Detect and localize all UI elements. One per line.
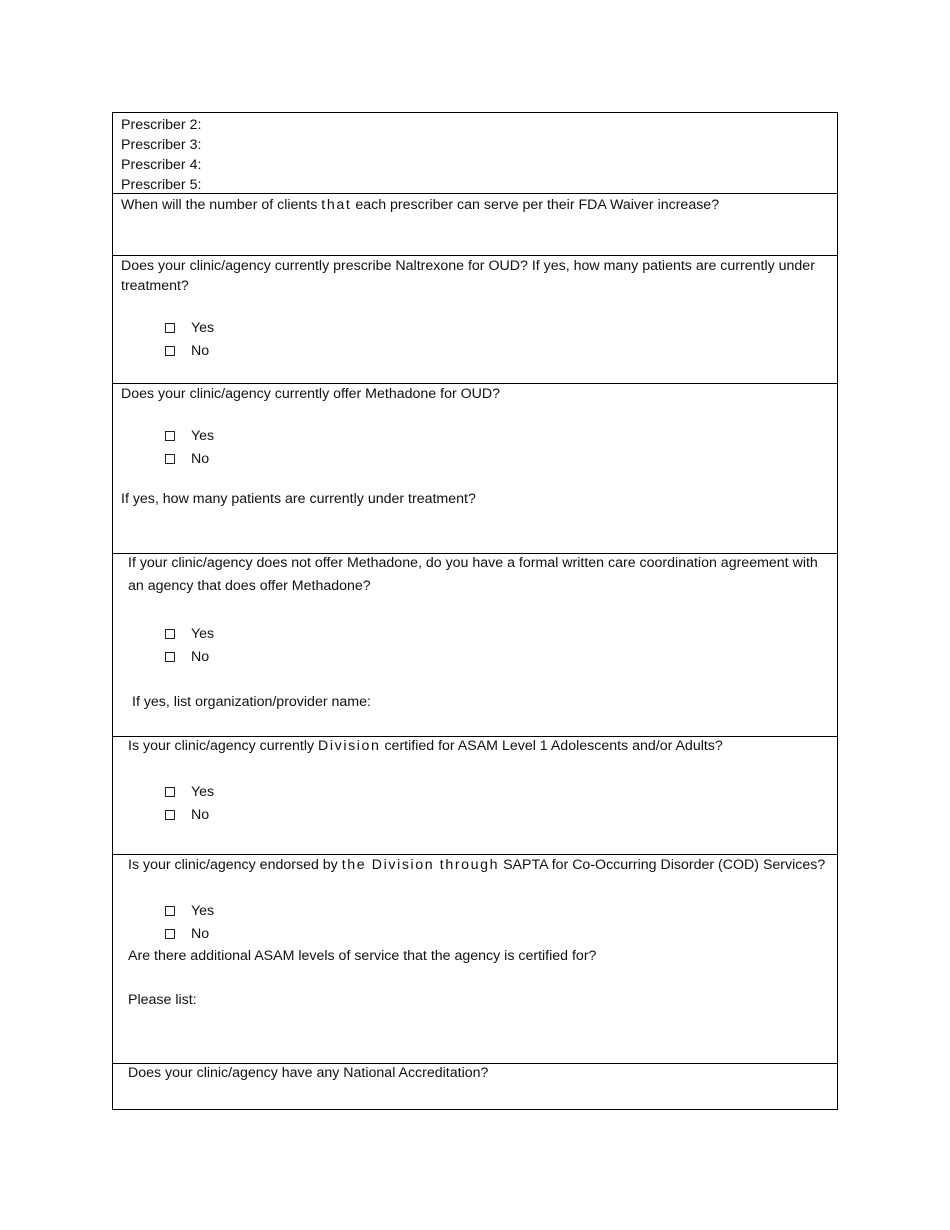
form-table: [112, 112, 838, 1110]
checkbox[interactable]: [165, 810, 175, 820]
checkbox[interactable]: [165, 906, 175, 916]
checkbox[interactable]: [165, 787, 175, 797]
asam-yes-option[interactable]: Yes: [165, 780, 829, 803]
checkbox[interactable]: [165, 929, 175, 939]
accreditation-question: Does your clinic/agency have any National Accreditation?: [128, 1065, 489, 1081]
checkbox[interactable]: [165, 323, 175, 333]
checkbox[interactable]: [165, 454, 175, 464]
prescriber-2-label: Prescriber 2:: [121, 117, 202, 133]
checkbox[interactable]: [165, 629, 175, 639]
checkbox[interactable]: [165, 346, 175, 356]
methadone-question: Does your clinic/agency currently offer Methadone for OUD?: [121, 386, 501, 402]
waiver-row: [113, 193, 837, 255]
care-coordination-row: [113, 553, 837, 736]
please-list-label: Please list:: [128, 992, 197, 1008]
methadone-row: [113, 383, 837, 553]
asam-question: Is your clinic/agency currently Division certified for ASAM Level 1 Adolescents and/or Adults?: [128, 738, 723, 754]
methadone-yes-option[interactable]: Yes: [165, 424, 829, 447]
checkbox[interactable]: [165, 652, 175, 662]
cod-question: Is your clinic/agency endorsed by the Division through SAPTA for Co-Occurring Disorder (COD) Services?: [128, 857, 826, 873]
prescriber-5-label: Prescriber 5:: [121, 177, 202, 193]
accreditation-row: [113, 1063, 837, 1109]
care-coordination-followup: If yes, list organization/provider name:: [132, 694, 371, 710]
care-coordination-question: If your clinic/agency does not offer Methadone, do you have a formal written care coordination agreement with an agency that does offer Methadone?: [128, 555, 818, 594]
prescriber-3-label: Prescriber 3:: [121, 137, 202, 153]
naltrexone-no-option[interactable]: No: [165, 339, 829, 362]
care-coordination-no-option[interactable]: No: [165, 645, 829, 668]
methadone-no-option[interactable]: No: [165, 447, 829, 470]
naltrexone-question: Does your clinic/agency currently prescribe Naltrexone for OUD? If yes, how many patients are currently under treatment?: [121, 258, 815, 294]
naltrexone-yes-option[interactable]: Yes: [165, 316, 829, 339]
additional-asam-question: Are there additional ASAM levels of service that the agency is certified for?: [128, 948, 597, 964]
prescriber-row: [113, 113, 837, 193]
care-coordination-yes-option[interactable]: Yes: [165, 622, 829, 645]
checkbox[interactable]: [165, 431, 175, 441]
prescriber-4-label: Prescriber 4:: [121, 157, 202, 173]
cod-no-option[interactable]: No: [165, 922, 829, 945]
methadone-followup-question: If yes, how many patients are currently under treatment?: [121, 491, 476, 507]
cod-row: [113, 854, 837, 1063]
waiver-question: When will the number of clients that each prescriber can serve per their FDA Waiver increase?: [121, 197, 720, 213]
asam-no-option[interactable]: No: [165, 803, 829, 826]
naltrexone-row: [113, 255, 837, 383]
asam-row: [113, 736, 837, 854]
cod-yes-option[interactable]: Yes: [165, 899, 829, 922]
